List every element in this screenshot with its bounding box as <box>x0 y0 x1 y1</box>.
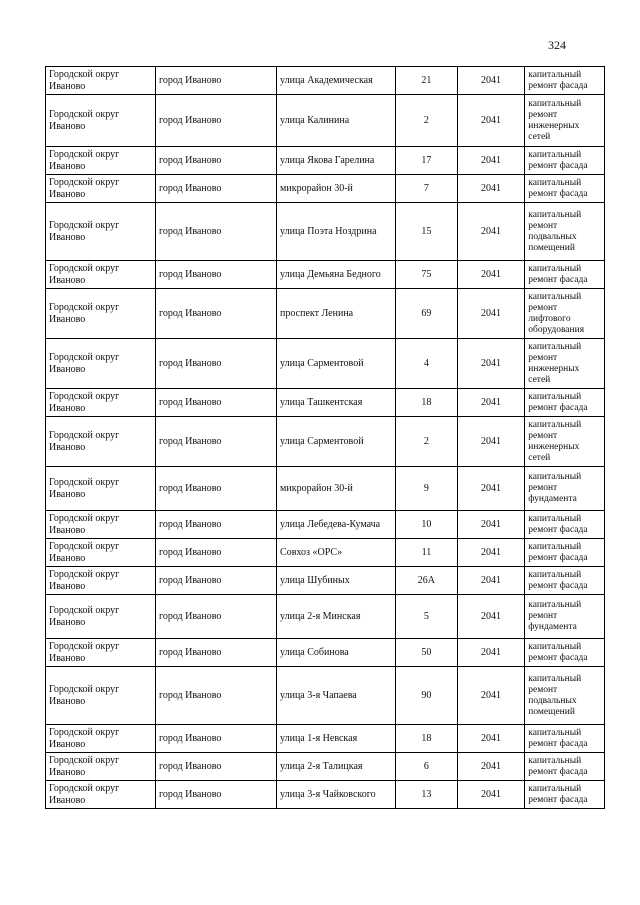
street-cell: улица Собинова <box>277 639 396 667</box>
city-cell: город Иваново <box>155 261 276 289</box>
street-cell: улица Поэта Ноздрина <box>277 203 396 261</box>
work-type-cell: капитальный ремонт фасада <box>525 539 605 567</box>
table-row <box>46 539 605 567</box>
okrug-cell: Городской округ Иваново <box>46 511 156 539</box>
table-row <box>46 95 605 147</box>
house-number-cell: 6 <box>396 753 458 781</box>
year-cell: 2041 <box>457 339 525 389</box>
okrug-cell: Городской округ Иваново <box>46 339 156 389</box>
year-cell: 2041 <box>457 147 525 175</box>
okrug-cell: Городской округ Иваново <box>46 147 156 175</box>
city-cell: город Иваново <box>155 667 276 725</box>
street-cell: улица 3-я Чапаева <box>277 667 396 725</box>
street-cell: улица 1-я Невская <box>277 725 396 753</box>
work-type-cell: капитальный ремонт фасада <box>525 567 605 595</box>
table-row <box>46 725 605 753</box>
page-number: 324 <box>548 38 566 52</box>
registry-table <box>45 66 605 809</box>
work-type-cell: капитальный ремонт инженерных сетей <box>525 339 605 389</box>
city-cell: город Иваново <box>155 595 276 639</box>
street-cell: улица 2-я Минская <box>277 595 396 639</box>
street-cell: Совхоз «ОРС» <box>277 539 396 567</box>
okrug-cell: Городской округ Иваново <box>46 567 156 595</box>
house-number-cell: 10 <box>396 511 458 539</box>
street-cell: улица Сарментовой <box>277 417 396 467</box>
city-cell: город Иваново <box>155 467 276 511</box>
street-cell: улица Калинина <box>277 95 396 147</box>
work-type-cell: капитальный ремонт инженерных сетей <box>525 95 605 147</box>
year-cell: 2041 <box>457 289 525 339</box>
year-cell: 2041 <box>457 639 525 667</box>
street-cell: улица Академическая <box>277 67 396 95</box>
year-cell: 2041 <box>457 417 525 467</box>
okrug-cell: Городской округ Иваново <box>46 417 156 467</box>
year-cell: 2041 <box>457 67 525 95</box>
house-number-cell: 18 <box>396 725 458 753</box>
house-number-cell: 75 <box>396 261 458 289</box>
okrug-cell: Городской округ Иваново <box>46 667 156 725</box>
year-cell: 2041 <box>457 781 525 809</box>
okrug-cell: Городской округ Иваново <box>46 539 156 567</box>
table-row <box>46 639 605 667</box>
street-cell: микрорайон 30-й <box>277 467 396 511</box>
house-number-cell: 9 <box>396 467 458 511</box>
work-type-cell: капитальный ремонт фасада <box>525 781 605 809</box>
house-number-cell: 69 <box>396 289 458 339</box>
okrug-cell: Городской округ Иваново <box>46 261 156 289</box>
work-type-cell: капитальный ремонт инженерных сетей <box>525 417 605 467</box>
city-cell: город Иваново <box>155 417 276 467</box>
street-cell: улица Шубиных <box>277 567 396 595</box>
year-cell: 2041 <box>457 539 525 567</box>
okrug-cell: Городской округ Иваново <box>46 67 156 95</box>
work-type-cell: капитальный ремонт фундамента <box>525 595 605 639</box>
table-row <box>46 595 605 639</box>
year-cell: 2041 <box>457 175 525 203</box>
work-type-cell: капитальный ремонт фасада <box>525 725 605 753</box>
city-cell: город Иваново <box>155 753 276 781</box>
table-row <box>46 203 605 261</box>
okrug-cell: Городской округ Иваново <box>46 95 156 147</box>
city-cell: город Иваново <box>155 95 276 147</box>
city-cell: город Иваново <box>155 567 276 595</box>
table-row <box>46 175 605 203</box>
street-cell: проспект Ленина <box>277 289 396 339</box>
street-cell: улица Лебедева-Кумача <box>277 511 396 539</box>
house-number-cell: 4 <box>396 339 458 389</box>
city-cell: город Иваново <box>155 339 276 389</box>
house-number-cell: 18 <box>396 389 458 417</box>
okrug-cell: Городской округ Иваново <box>46 595 156 639</box>
city-cell: город Иваново <box>155 539 276 567</box>
year-cell: 2041 <box>457 667 525 725</box>
okrug-cell: Городской округ Иваново <box>46 175 156 203</box>
year-cell: 2041 <box>457 511 525 539</box>
city-cell: город Иваново <box>155 389 276 417</box>
house-number-cell: 21 <box>396 67 458 95</box>
okrug-cell: Городской округ Иваново <box>46 753 156 781</box>
work-type-cell: капитальный ремонт фасада <box>525 389 605 417</box>
city-cell: город Иваново <box>155 203 276 261</box>
table-row <box>46 147 605 175</box>
work-type-cell: капитальный ремонт фасада <box>525 147 605 175</box>
work-type-cell: капитальный ремонт фасада <box>525 753 605 781</box>
street-cell: микрорайон 30-й <box>277 175 396 203</box>
house-number-cell: 11 <box>396 539 458 567</box>
house-number-cell: 2 <box>396 95 458 147</box>
year-cell: 2041 <box>457 95 525 147</box>
house-number-cell: 50 <box>396 639 458 667</box>
city-cell: город Иваново <box>155 289 276 339</box>
okrug-cell: Городской округ Иваново <box>46 467 156 511</box>
street-cell: улица Ташкентская <box>277 389 396 417</box>
work-type-cell: капитальный ремонт подвальных помещений <box>525 667 605 725</box>
city-cell: город Иваново <box>155 781 276 809</box>
okrug-cell: Городской округ Иваново <box>46 289 156 339</box>
table-row <box>46 339 605 389</box>
street-cell: улица Сарментовой <box>277 339 396 389</box>
table-row <box>46 753 605 781</box>
table-row <box>46 511 605 539</box>
city-cell: город Иваново <box>155 147 276 175</box>
okrug-cell: Городской округ Иваново <box>46 389 156 417</box>
work-type-cell: капитальный ремонт фасада <box>525 639 605 667</box>
year-cell: 2041 <box>457 203 525 261</box>
table-row <box>46 667 605 725</box>
house-number-cell: 5 <box>396 595 458 639</box>
work-type-cell: капитальный ремонт фасада <box>525 175 605 203</box>
house-number-cell: 26А <box>396 567 458 595</box>
table-row <box>46 67 605 95</box>
street-cell: улица 3-я Чайковского <box>277 781 396 809</box>
house-number-cell: 17 <box>396 147 458 175</box>
table-row <box>46 289 605 339</box>
work-type-cell: капитальный ремонт фасада <box>525 67 605 95</box>
work-type-cell: капитальный ремонт фасада <box>525 261 605 289</box>
okrug-cell: Городской округ Иваново <box>46 725 156 753</box>
house-number-cell: 13 <box>396 781 458 809</box>
table-row <box>46 467 605 511</box>
year-cell: 2041 <box>457 753 525 781</box>
table-row <box>46 567 605 595</box>
work-type-cell: капитальный ремонт фундамента <box>525 467 605 511</box>
year-cell: 2041 <box>457 261 525 289</box>
work-type-cell: капитальный ремонт фасада <box>525 511 605 539</box>
work-type-cell: капитальный ремонт подвальных помещений <box>525 203 605 261</box>
city-cell: город Иваново <box>155 639 276 667</box>
okrug-cell: Городской округ Иваново <box>46 781 156 809</box>
city-cell: город Иваново <box>155 67 276 95</box>
street-cell: улица Демьяна Бедного <box>277 261 396 289</box>
street-cell: улица Якова Гарелина <box>277 147 396 175</box>
house-number-cell: 90 <box>396 667 458 725</box>
table-row <box>46 389 605 417</box>
house-number-cell: 15 <box>396 203 458 261</box>
table-body <box>46 67 605 809</box>
city-cell: город Иваново <box>155 725 276 753</box>
house-number-cell: 7 <box>396 175 458 203</box>
table-row <box>46 781 605 809</box>
table-row <box>46 417 605 467</box>
house-number-cell: 2 <box>396 417 458 467</box>
year-cell: 2041 <box>457 595 525 639</box>
work-type-cell: капитальный ремонт лифтового оборудования <box>525 289 605 339</box>
year-cell: 2041 <box>457 567 525 595</box>
year-cell: 2041 <box>457 389 525 417</box>
table-row <box>46 261 605 289</box>
okrug-cell: Городской округ Иваново <box>46 639 156 667</box>
city-cell: город Иваново <box>155 175 276 203</box>
year-cell: 2041 <box>457 467 525 511</box>
year-cell: 2041 <box>457 725 525 753</box>
city-cell: город Иваново <box>155 511 276 539</box>
okrug-cell: Городской округ Иваново <box>46 203 156 261</box>
street-cell: улица 2-я Талицкая <box>277 753 396 781</box>
